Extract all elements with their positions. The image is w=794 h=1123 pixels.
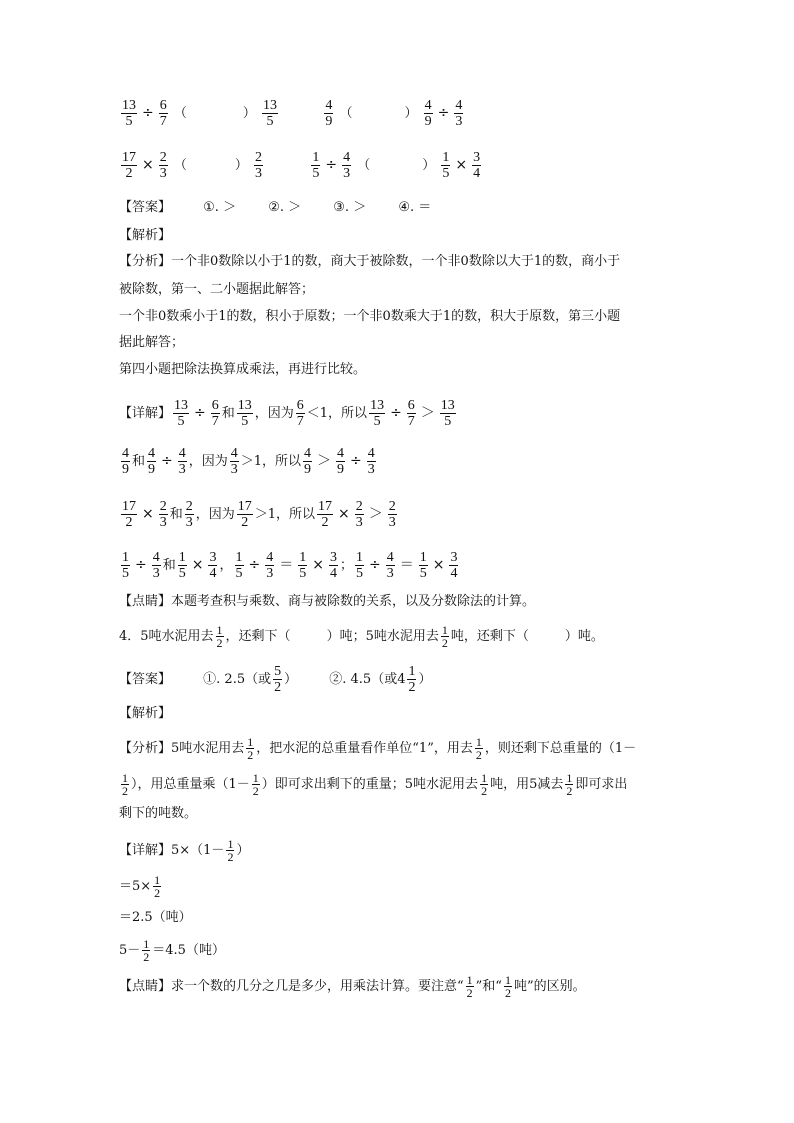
q3-dianjing: 【点睛】本题考查积与乘数、商与被除数的关系，以及分数除法的计算。 <box>119 594 536 609</box>
fraction-numerator: 4 <box>337 446 345 461</box>
fraction-numerator: 17 <box>122 499 136 514</box>
answer-bracket: （ <box>339 106 353 121</box>
fraction-numerator: 1 <box>227 837 234 851</box>
fraction <box>254 150 263 181</box>
fraction-denominator: 5 <box>444 414 452 429</box>
fraction-numerator: 13 <box>263 98 278 113</box>
fraction-denominator: 2 <box>247 748 254 762</box>
math-operator: ÷ <box>325 157 338 173</box>
fraction-denominator: 9 <box>424 114 432 129</box>
fraction <box>121 550 130 581</box>
fraction <box>142 938 150 963</box>
q3-analysis-3: 一个非0数乘小于1的数，积小于原数；一个非0数乘大于1的数，积大于原数，第三小题 <box>119 309 621 324</box>
text-run: 吨”的区别。 <box>513 979 586 994</box>
fraction-numerator: 2 <box>355 499 363 514</box>
fraction-numerator: 6 <box>159 98 167 113</box>
fraction <box>230 446 239 477</box>
fraction-denominator: 3 <box>159 515 167 530</box>
fraction <box>121 499 137 530</box>
fraction-numerator: 1 <box>143 937 150 951</box>
fraction <box>237 398 253 429</box>
math-operator: ÷ <box>161 453 173 469</box>
fraction-numerator: 1 <box>466 973 473 987</box>
fraction-denominator: 4 <box>450 566 458 581</box>
q3-jiexi: 【解析】 <box>119 228 172 243</box>
fraction <box>329 550 338 581</box>
text-run: ）吨。 <box>564 629 604 644</box>
fraction-numerator: 1 <box>442 150 450 165</box>
math-operator: × <box>142 506 154 522</box>
q4-step-2: ＝2.5（吨） <box>119 910 192 925</box>
fraction-numerator: 4 <box>122 446 129 461</box>
text-run: 【详解】5×（1－ <box>119 843 225 858</box>
text-run: ，把水泥的总重量看作单位“1”，用去 <box>256 741 473 756</box>
fraction-denominator: 2 <box>227 850 234 864</box>
fraction-denominator: 2 <box>252 784 259 798</box>
fraction <box>504 974 512 999</box>
fraction-denominator: 2 <box>154 886 161 900</box>
fraction-denominator: 3 <box>386 566 394 581</box>
text-run: 吨，用5减去 <box>490 777 564 792</box>
fraction-numerator: 1 <box>299 550 307 565</box>
fraction <box>178 446 187 477</box>
text-run: ＝5× <box>119 879 152 894</box>
fraction-numerator: 2 <box>255 150 263 165</box>
fraction-denominator: 2 <box>408 680 416 695</box>
text-run: ③. ＞ <box>333 200 367 215</box>
fraction <box>226 838 234 863</box>
fraction-numerator: 4 <box>178 446 186 461</box>
fraction <box>355 499 364 530</box>
math-operator: × <box>432 557 445 573</box>
fraction-denominator: 2 <box>122 784 128 798</box>
math-operator: × <box>142 157 154 173</box>
fraction <box>262 98 278 129</box>
fraction <box>317 499 333 530</box>
math-operator: ÷ <box>350 453 362 469</box>
fraction <box>121 446 130 477</box>
answer-bracket: ） <box>234 158 248 173</box>
math-operator: ÷ <box>135 557 147 573</box>
fraction-numerator: 6 <box>407 398 415 413</box>
math-operator: ÷ <box>437 105 450 121</box>
answer-bracket: （ <box>173 158 187 173</box>
fraction-numerator: 13 <box>440 398 455 413</box>
math-operator: ÷ <box>142 105 154 121</box>
math-operator: × <box>338 506 350 522</box>
fraction-denominator: 3 <box>159 166 167 181</box>
fraction <box>121 772 129 797</box>
fraction-numerator: 17 <box>122 150 136 165</box>
fraction <box>185 499 194 530</box>
fraction-numerator: 3 <box>473 150 481 165</box>
fraction-denominator: 3 <box>266 566 274 581</box>
text-run: 吨，还剩下（ <box>450 629 529 644</box>
fraction-denominator: 2 <box>241 515 249 530</box>
fraction-denominator: 2 <box>143 950 150 964</box>
fraction-numerator: 13 <box>370 398 385 413</box>
math-operator: × <box>312 557 324 573</box>
fraction-numerator: 2 <box>159 150 167 165</box>
math-operator: × <box>191 557 204 573</box>
answer-bracket: ） <box>242 106 256 121</box>
fraction-denominator: 2 <box>125 166 133 181</box>
fraction-denominator: 3 <box>230 462 238 477</box>
fraction <box>367 446 376 477</box>
text-run: ； <box>339 558 353 573</box>
text-run: ＝4.5（吨） <box>152 943 225 958</box>
answer-bracket: （ <box>357 158 371 173</box>
math-operator: ＝ <box>399 557 414 573</box>
fraction-numerator: 3 <box>329 550 337 565</box>
text-run: ①. ＞ <box>203 200 237 215</box>
fraction <box>311 150 320 181</box>
fraction-denominator: 5 <box>125 114 133 129</box>
text-run: 和 <box>169 507 183 522</box>
fraction-numerator: 1 <box>475 735 482 749</box>
math-operator: ÷ <box>390 405 402 421</box>
fraction <box>480 772 488 797</box>
fraction-numerator: 1 <box>122 771 128 785</box>
fraction-numerator: 1 <box>247 735 254 749</box>
fraction-denominator: 3 <box>355 515 363 530</box>
math-operator: ＞ <box>368 506 383 522</box>
fraction <box>407 398 416 429</box>
fraction-numerator: 1 <box>154 873 161 887</box>
fraction <box>441 150 450 181</box>
text-run: ，因为 <box>254 406 294 421</box>
fraction <box>152 550 161 581</box>
q4-stem <box>119 624 604 649</box>
fraction <box>472 150 481 181</box>
text-run: ，因为 <box>188 454 228 469</box>
fraction-denominator: 7 <box>407 414 415 429</box>
fraction <box>159 150 168 181</box>
fraction <box>324 98 333 129</box>
fraction-denominator: 2 <box>481 784 488 798</box>
text-run: ） <box>284 672 298 687</box>
math-operator: ＞ <box>317 453 332 469</box>
text-run: ， <box>219 558 233 573</box>
answer-bracket: （ <box>173 106 187 121</box>
text-run: 和 <box>132 454 146 469</box>
q3-row1 <box>119 98 465 129</box>
fraction-denominator: 3 <box>367 462 375 477</box>
fraction-numerator: 2 <box>388 499 396 514</box>
fraction-numerator: 6 <box>296 398 304 413</box>
fraction <box>424 98 433 129</box>
answer-bracket: ） <box>404 106 418 121</box>
fraction-denominator: 2 <box>475 748 482 762</box>
fraction-denominator: 9 <box>325 114 333 129</box>
q4-detail <box>119 838 249 863</box>
fraction <box>419 550 428 581</box>
fraction-denominator: 5 <box>373 414 381 429</box>
q3-row2 <box>119 150 483 181</box>
fraction-numerator: 1 <box>178 550 186 565</box>
fraction <box>216 624 224 649</box>
text-run: ，则还剩下总重量的（1－ <box>484 741 637 756</box>
fraction-numerator: 13 <box>174 398 189 413</box>
text-run: ）即可求出剩下的重量；5吨水泥用去 <box>261 777 479 792</box>
fraction-denominator: 9 <box>122 462 129 477</box>
fraction <box>303 446 312 477</box>
text-run: ②. 4.5（或4 <box>329 672 406 687</box>
fraction-denominator: 7 <box>159 114 167 129</box>
q3-analysis-4: 据此解答； <box>119 335 185 350</box>
fraction-numerator: 1 <box>355 550 363 565</box>
fraction-denominator: 2 <box>504 986 511 1000</box>
q3-analysis-5: 第四小题把除法换算成乘法，再进行比较。 <box>119 362 367 377</box>
fraction-numerator: 4 <box>424 98 432 113</box>
fraction-denominator: 7 <box>211 414 219 429</box>
fraction-numerator: 1 <box>566 771 573 785</box>
fraction <box>173 398 189 429</box>
fraction-denominator: 3 <box>178 462 186 477</box>
text-run: 5－ <box>119 943 141 958</box>
fraction-denominator: 3 <box>455 114 463 129</box>
fraction-denominator: 2 <box>216 636 223 650</box>
fraction <box>147 446 156 477</box>
fraction <box>246 736 254 761</box>
fraction-numerator: 4 <box>367 446 375 461</box>
fraction <box>178 550 187 581</box>
text-run: 【答案】 <box>119 200 172 215</box>
fraction-denominator: 9 <box>304 462 312 477</box>
fraction-numerator: 1 <box>408 664 416 679</box>
math-operator: ＞ <box>420 405 435 421</box>
fraction <box>159 98 168 129</box>
fraction <box>454 98 463 129</box>
fraction <box>565 772 573 797</box>
text-run: ，因为 <box>195 507 235 522</box>
fraction-denominator: 9 <box>148 462 156 477</box>
fraction <box>336 446 345 477</box>
fraction <box>265 550 274 581</box>
fraction <box>273 664 282 695</box>
math-operator: × <box>455 157 468 173</box>
fraction-numerator: 17 <box>318 499 333 514</box>
fraction-denominator: 5 <box>355 566 363 581</box>
fraction <box>386 550 395 581</box>
text-run: ） <box>236 843 250 858</box>
fraction <box>296 398 305 429</box>
fraction-denominator: 3 <box>152 566 160 581</box>
text-run: ②. ＞ <box>268 200 302 215</box>
fraction-denominator: 2 <box>466 986 473 1000</box>
fraction-numerator: 13 <box>237 398 252 413</box>
fraction-numerator: 4 <box>266 550 274 565</box>
fraction-denominator: 5 <box>442 166 450 181</box>
fraction-numerator: 6 <box>211 398 219 413</box>
fraction-numerator: 4 <box>230 446 238 461</box>
fraction <box>237 499 253 530</box>
q4-analysis-1 <box>119 736 636 761</box>
fraction <box>440 398 456 429</box>
fraction-denominator: 7 <box>296 414 304 429</box>
fraction <box>342 150 351 181</box>
text-run: ＞1，所以 <box>254 507 316 522</box>
q4-answer <box>119 664 432 695</box>
fraction-denominator: 4 <box>209 566 217 581</box>
fraction-numerator: 1 <box>481 771 488 785</box>
fraction <box>208 550 217 581</box>
fraction-numerator: 1 <box>235 550 243 565</box>
text-run: ），用总重量乘（1－ <box>131 777 250 792</box>
q4-step-3 <box>119 938 225 963</box>
fraction <box>475 736 483 761</box>
fraction-numerator: 4 <box>455 98 463 113</box>
fraction-denominator: 3 <box>343 166 351 181</box>
fraction-denominator: 5 <box>235 566 243 581</box>
fraction <box>407 664 416 695</box>
q4-step-1 <box>119 874 163 899</box>
fraction-numerator: 4 <box>325 98 333 113</box>
fraction-numerator: 3 <box>209 550 217 565</box>
text-run: 4．5吨水泥用去 <box>119 629 214 644</box>
math-operator: ＝ <box>279 557 294 573</box>
math-operator: ÷ <box>194 405 206 421</box>
text-run: ①. 2.5（或 <box>203 672 272 687</box>
text-run: ，还剩下（ <box>225 629 291 644</box>
q3-analysis-1: 【分析】一个非0数除以小于1的数，商大于被除数，一个非0数除以大于1的数，商小于 <box>119 254 621 269</box>
fraction <box>298 550 307 581</box>
q3-detail-2 <box>119 446 378 477</box>
fraction-numerator: 1 <box>122 550 129 565</box>
text-run: ”和“ <box>475 979 502 994</box>
math-operator: ÷ <box>248 557 261 573</box>
math-operator: ÷ <box>368 557 381 573</box>
fraction-numerator: 4 <box>386 550 394 565</box>
fraction <box>466 974 474 999</box>
q4-jiexi: 【解析】 <box>119 706 172 721</box>
q4-analysis-2 <box>119 772 627 797</box>
fraction-numerator: 2 <box>185 499 193 514</box>
fraction <box>252 772 260 797</box>
fraction-denominator: 3 <box>255 166 263 181</box>
text-run: ④. ＝ <box>398 200 432 215</box>
fraction-denominator: 9 <box>337 462 345 477</box>
text-run: 【详解】 <box>119 406 172 421</box>
text-run: ）吨；5吨水泥用去 <box>326 629 439 644</box>
fraction-numerator: 13 <box>122 98 136 113</box>
q4-analysis-3: 剩下的吨数。 <box>119 806 198 821</box>
q3-detail-1 <box>119 398 458 429</box>
answer-bracket: ） <box>422 158 436 173</box>
text-run: 即可求出 <box>575 777 628 792</box>
fraction <box>121 150 137 181</box>
fraction-denominator: 3 <box>388 515 396 530</box>
fraction-numerator: 1 <box>441 623 448 637</box>
q3-analysis-2: 被除数，第一、二小题据此解答； <box>119 282 315 297</box>
fraction-numerator: 1 <box>252 771 259 785</box>
fraction <box>121 98 137 129</box>
fraction-denominator: 2 <box>125 515 133 530</box>
q3-answer <box>119 198 431 218</box>
fraction-numerator: 1 <box>504 973 511 987</box>
fraction-denominator: 5 <box>266 114 274 129</box>
fraction-numerator: 2 <box>159 499 167 514</box>
fraction-numerator: 4 <box>152 550 160 565</box>
q3-detail-3 <box>119 499 399 530</box>
fraction-denominator: 4 <box>473 166 481 181</box>
fraction <box>153 874 161 899</box>
fraction-numerator: 1 <box>419 550 427 565</box>
fraction-denominator: 5 <box>178 566 186 581</box>
text-run: 【点睛】求一个数的几分之几是多少，用乘法计算。要注意“ <box>119 979 464 994</box>
q3-detail-4 <box>119 550 460 581</box>
fraction <box>355 550 364 581</box>
fraction-numerator: 4 <box>148 446 156 461</box>
fraction-denominator: 5 <box>419 566 427 581</box>
fraction-denominator: 5 <box>312 166 320 181</box>
fraction-numerator: 3 <box>450 550 458 565</box>
text-run: 和 <box>221 406 235 421</box>
fraction-numerator: 1 <box>216 623 223 637</box>
fraction-denominator: 2 <box>321 515 329 530</box>
fraction-denominator: 2 <box>566 784 573 798</box>
fraction <box>211 398 220 429</box>
text-run: ＞1，所以 <box>240 454 302 469</box>
fraction-numerator: 4 <box>304 446 312 461</box>
text-run: 【答案】 <box>119 672 172 687</box>
fraction-denominator: 3 <box>185 515 193 530</box>
q4-dianjing <box>119 974 586 999</box>
fraction-numerator: 4 <box>343 150 351 165</box>
fraction-denominator: 5 <box>122 566 129 581</box>
fraction <box>441 624 449 649</box>
fraction-denominator: 5 <box>241 414 249 429</box>
fraction-denominator: 2 <box>441 636 448 650</box>
fraction-numerator: 17 <box>237 499 252 514</box>
fraction-denominator: 5 <box>177 414 185 429</box>
text-run: 和 <box>162 558 176 573</box>
fraction-numerator: 5 <box>274 664 282 679</box>
fraction <box>235 550 244 581</box>
fraction-denominator: 4 <box>329 566 337 581</box>
fraction <box>159 499 168 530</box>
fraction <box>449 550 458 581</box>
text-run: ＜1，所以 <box>306 406 368 421</box>
fraction-numerator: 1 <box>312 150 320 165</box>
fraction-denominator: 2 <box>274 680 282 695</box>
fraction <box>388 499 397 530</box>
fraction-denominator: 5 <box>299 566 307 581</box>
text-run: 【分析】5吨水泥用去 <box>119 741 245 756</box>
text-run: ） <box>418 672 432 687</box>
fraction <box>369 398 385 429</box>
